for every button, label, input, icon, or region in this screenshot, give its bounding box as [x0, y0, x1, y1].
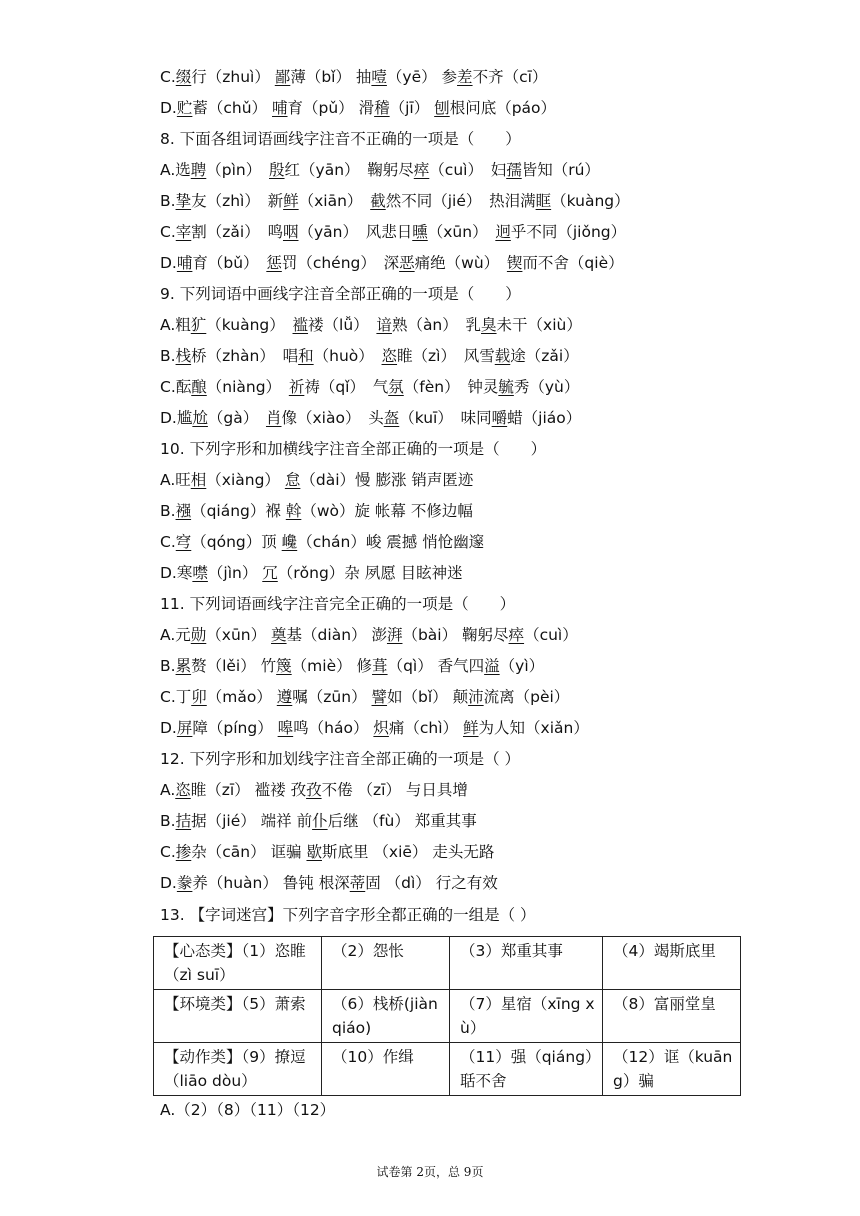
underlined-char: 孺 [506, 161, 522, 179]
underlined-char: 遵 [276, 688, 293, 706]
text-segment: （wò）旋 帐幕 不修边幅 [301, 502, 473, 520]
text-segment: A.粗 [160, 316, 191, 334]
text-segment: 桥（zhàn） 唱 [191, 347, 299, 365]
text-segment: （qiáng）褓 [191, 502, 286, 520]
text-segment: D.尴 [160, 409, 193, 427]
text-segment: A.元 [160, 626, 191, 644]
text-segment: 斯底里 （xiē） 走头无路 [321, 843, 495, 861]
text-segment: C.酝 [160, 378, 192, 396]
text-line [160, 560, 810, 586]
text-segment: （pìn） [206, 161, 270, 179]
text-segment: （gà） [207, 409, 266, 427]
text-segment: 而不舍（qiè） [522, 254, 624, 272]
text-segment: D. [160, 874, 177, 892]
text-segment: （qóng）顶 [191, 533, 282, 551]
underlined-char: 稽 [374, 99, 390, 117]
text-segment: 然不同（jié） 热泪满 [385, 192, 536, 210]
table-cell: （6）栈桥(jiàn qiáo) [322, 990, 450, 1043]
underlined-char: 截 [370, 192, 386, 210]
table-cell: 【动作类】（9）撩逗（liāo dòu） [154, 1043, 322, 1096]
text-segment: 不齐（cī） [472, 68, 548, 86]
text-segment: D. [160, 99, 177, 117]
underlined-char: 拮 [175, 812, 192, 830]
table-cell: （12）诓（kuāng）骗 [603, 1043, 741, 1096]
table-cell: 【心态类】（1）恣睢（zì suī） [154, 937, 322, 990]
text-line [160, 405, 810, 431]
text-segment: （xiàng） [206, 471, 285, 489]
underlined-char: 毓 [498, 378, 514, 396]
text-segment: （kuī） 味同 [399, 409, 492, 427]
text-segment: 痛（chì） [388, 719, 463, 737]
underlined-char: 恣 [175, 781, 191, 799]
text-segment: 杂（cān） 诓骗 [191, 843, 307, 861]
text-segment: （xūn） [206, 626, 272, 644]
underlined-char: 鲜 [283, 192, 299, 210]
underlined-char: 贮 [176, 99, 193, 117]
underlined-char: 巉 [281, 533, 298, 551]
underlined-char: 犷 [190, 316, 207, 334]
text-line [160, 777, 810, 803]
text-segment: （yān） 风悲日 [298, 223, 413, 241]
text-line [160, 343, 810, 369]
table-cell: （4）竭斯底里 [603, 937, 741, 990]
text-segment: A. [160, 781, 176, 799]
text-segment: （jī） [389, 99, 435, 117]
text-segment: （yì） [499, 657, 545, 675]
text-line [160, 746, 810, 772]
text-line [160, 715, 810, 741]
text-segment: 行（zhuì） [191, 68, 275, 86]
table-cell: （2）怨怅 [322, 937, 450, 990]
underlined-char: 穹 [175, 533, 192, 551]
underlined-char: 噤 [192, 564, 208, 582]
underlined-char: 冗 [262, 564, 278, 582]
table-row [154, 1043, 741, 1096]
underlined-char: 褴 [292, 316, 309, 334]
text-segment: （xiān） [298, 192, 371, 210]
text-line [160, 622, 810, 648]
underlined-char: 臭 [481, 316, 497, 334]
underlined-char: 譬 [371, 688, 388, 706]
text-segment: 割（zǎi） 鸣 [191, 223, 283, 241]
text-line [160, 219, 810, 245]
text-segment: （kuàng） [206, 316, 293, 334]
text-segment: D.寒 [160, 564, 193, 582]
underlined-char: 哺 [272, 99, 288, 117]
underlined-char: 缀 [175, 68, 192, 86]
text-line [160, 281, 810, 307]
text-line [160, 808, 810, 834]
underlined-char: 差 [457, 68, 473, 86]
underlined-char: 嗥 [277, 719, 294, 737]
text-line [160, 188, 810, 214]
underlined-char: 瘁 [508, 626, 525, 644]
text-segment: A.选 [160, 161, 191, 179]
table-cell: （3）郑重其事 [450, 937, 603, 990]
text-segment: C. [160, 843, 176, 861]
text-segment: B. [160, 502, 176, 520]
underlined-char: 卯 [191, 688, 207, 706]
text-segment: 熟（àn） 乳 [391, 316, 482, 334]
underlined-char: 嚼 [491, 409, 508, 427]
text-line [160, 529, 810, 555]
text-segment: 睢（zì） 风雪 [397, 347, 495, 365]
underlined-char: 溢 [484, 657, 500, 675]
text-segment: B. [160, 347, 176, 365]
underlined-char: 载 [494, 347, 511, 365]
text-line [160, 436, 810, 462]
underlined-char: 掺 [175, 843, 192, 861]
text-line [160, 498, 810, 524]
text-segment: 障（píng） [192, 719, 278, 737]
text-segment: B. [160, 812, 176, 830]
underlined-char: 肖 [265, 409, 282, 427]
text-segment: A.（2）（8）（11）（12） [160, 1101, 336, 1119]
text-segment: （fèn） 钟灵 [403, 378, 499, 396]
text-segment: 蜡（jiáo） [507, 409, 582, 427]
text-line [160, 591, 810, 617]
underlined-char: 哺 [176, 254, 193, 272]
text-segment: 罚（chéng） 深 [281, 254, 400, 272]
text-segment: 秀（yù） [513, 378, 580, 396]
underlined-char: 祈 [288, 378, 305, 396]
text-line [160, 95, 810, 121]
underlined-char: 瘁 [413, 161, 430, 179]
underlined-char: 曛 [412, 223, 428, 241]
text-segment: 皆知（rú） [521, 161, 600, 179]
text-segment: 据（jié） 端祥 前 [191, 812, 313, 830]
underlined-char: 聘 [190, 161, 207, 179]
table-cell: （8）富丽堂皇 [603, 990, 741, 1043]
underlined-char: 酿 [191, 378, 207, 396]
text-segment: B. [160, 192, 176, 210]
text-segment: （mǎo） [206, 688, 277, 706]
underlined-char: 氛 [388, 378, 404, 396]
text-segment: 像（xiào） 头 [281, 409, 384, 427]
underlined-char: 孜 [306, 781, 322, 799]
text-segment: 痛绝（wù） [414, 254, 507, 272]
underlined-char: 豢 [176, 874, 193, 892]
word-maze-table [153, 936, 741, 1096]
underlined-char: 斡 [285, 502, 302, 520]
underlined-char: 襁 [175, 502, 192, 520]
underlined-char: 仆 [312, 812, 328, 830]
underlined-char: 和 [298, 347, 314, 365]
underlined-char: 挚 [175, 192, 192, 210]
underlined-char: 惩 [266, 254, 282, 272]
text-segment: （xūn） [427, 223, 496, 241]
text-segment: 友（zhì） 新 [191, 192, 284, 210]
text-segment: 育（bǔ） [192, 254, 267, 272]
underlined-char: 眶 [535, 192, 552, 210]
text-segment: C. [160, 68, 176, 86]
text-line [160, 374, 810, 400]
text-line [160, 684, 810, 710]
text-line [160, 312, 810, 338]
underlined-char: 栈 [175, 347, 192, 365]
text-segment: 养（huàn） 鲁钝 根深 [192, 874, 350, 892]
text-segment: 赘（lěi） 竹 [191, 657, 277, 675]
table-row [154, 937, 741, 990]
text-segment: 流离（pèi） [483, 688, 570, 706]
text-segment: （yē） 参 [386, 68, 458, 86]
text-segment: 不倦 （zī） 与日具增 [321, 781, 468, 799]
text-segment: 乎不同（jiǒng） [510, 223, 627, 241]
underlined-char: 勋 [190, 626, 207, 644]
text-segment: 鸣（háo） [293, 719, 374, 737]
underlined-char: 迥 [495, 223, 511, 241]
text-segment: 如（bǐ） 颠 [387, 688, 469, 706]
text-segment: A.旺 [160, 471, 191, 489]
underlined-char: 歇 [306, 843, 322, 861]
underlined-char: 怠 [284, 471, 301, 489]
text-segment: （cuì） 妇 [429, 161, 507, 179]
text-segment: （niàng） [206, 378, 289, 396]
page-footer: 试卷第 2页，总 9页 [376, 1165, 484, 1179]
text-segment: 固 （dì） 行之有效 [365, 874, 498, 892]
underlined-char: 相 [190, 471, 207, 489]
underlined-char: 沛 [468, 688, 484, 706]
text-segment: （bài） 鞠躬尽 [402, 626, 509, 644]
table-cell: 【环境类】（5）萧索 [154, 990, 322, 1043]
text-segment: 红（yān） 鞠躬尽 [284, 161, 414, 179]
text-segment: 为人知（xiǎn） [478, 719, 589, 737]
text-segment: B. [160, 657, 176, 675]
underlined-char: 殷 [269, 161, 285, 179]
text-line [160, 839, 810, 865]
text-line [160, 157, 810, 183]
text-segment: 褛（lǚ） [308, 316, 377, 334]
text-line [160, 250, 810, 276]
text-segment: 8. 下面各组词语画线字注音不正确的一项是（ ） [160, 130, 521, 148]
text-segment: （cuì） [524, 626, 578, 644]
text-segment: D. [160, 254, 177, 272]
underlined-char: 湃 [386, 626, 403, 644]
text-segment: 未干（xiù） [496, 316, 582, 334]
underlined-char: 炽 [373, 719, 389, 737]
text-segment: （miè） 修 [291, 657, 373, 675]
text-segment: 育（pǔ） 滑 [287, 99, 375, 117]
text-segment: C. [160, 533, 176, 551]
underlined-char: 葺 [372, 657, 388, 675]
text-segment: 10. 下列字形和加横线字注音全部正确的一项是（ ） [160, 440, 547, 458]
text-line [160, 126, 810, 152]
text-segment: 基（diàn） 澎 [286, 626, 387, 644]
text-segment: 睢（zī） 褴褛 孜 [190, 781, 307, 799]
text-segment: 9. 下列词语中画线字注音全部正确的一项是（ ） [160, 285, 521, 303]
text-segment: 蓄（chǔ） [192, 99, 272, 117]
text-segment: C. [160, 223, 176, 241]
underlined-char: 尬 [192, 409, 208, 427]
text-segment: 11. 下列词语画线字注音完全正确的一项是（ ） [160, 595, 516, 613]
underlined-char: 刨 [434, 99, 450, 117]
underlined-char: 锲 [506, 254, 523, 272]
underlined-char: 恣 [381, 347, 398, 365]
text-segment: 祷（qǐ） 气 [304, 378, 389, 396]
underlined-char: 累 [175, 657, 192, 675]
text-segment: （dài）慢 膨涨 销声匿迹 [300, 471, 474, 489]
underlined-char: 咽 [282, 223, 299, 241]
text-segment: （huò） [313, 347, 382, 365]
underlined-char: 奠 [271, 626, 287, 644]
underlined-char: 盔 [383, 409, 400, 427]
text-line [160, 870, 810, 896]
text-line [160, 653, 810, 679]
text-line [160, 902, 810, 928]
text-segment: 途（zǎi） [510, 347, 579, 365]
table-cell: （11）强（qiáng）聒不舍 [450, 1043, 603, 1096]
text-segment: （rǒng）杂 夙愿 目眩神迷 [277, 564, 463, 582]
text-line [160, 467, 810, 493]
table-cell: （7）星宿（xīng xù） [450, 990, 603, 1043]
text-line [160, 64, 810, 90]
underlined-char: 宰 [175, 223, 192, 241]
underlined-char: 恶 [399, 254, 415, 272]
underlined-char: 谙 [376, 316, 392, 334]
underlined-char: 鄙 [274, 68, 291, 86]
table-cell: （10）作缉 [322, 1043, 450, 1096]
underlined-char: 屏 [176, 719, 193, 737]
underlined-char: 鲜 [463, 719, 479, 737]
text-segment: 根问底（páo） [449, 99, 557, 117]
text-segment: D. [160, 719, 177, 737]
text-segment: 12. 下列字形和加划线字注音全部正确的一项是（ ） [160, 750, 521, 768]
text-segment: （kuàng） [551, 192, 630, 210]
text-segment: （jìn） [207, 564, 263, 582]
text-segment: C.丁 [160, 688, 192, 706]
text-segment: 13. 【字词迷宫】下列字音字形全都正确的一组是（ ） [160, 906, 536, 924]
table-row [154, 990, 741, 1043]
text-segment: （qì） 香气四 [387, 657, 485, 675]
underlined-char: 噎 [371, 68, 387, 86]
text-segment: 嘱（zūn） [292, 688, 372, 706]
underlined-char: 篾 [276, 657, 292, 675]
text-line [160, 1097, 810, 1123]
text-segment: 薄（bǐ） 抽 [290, 68, 372, 86]
underlined-char: 蒂 [349, 874, 366, 892]
text-segment: （chán）峻 震撼 悄怆幽邃 [297, 533, 485, 551]
text-segment: 后继 （fù） 郑重其事 [327, 812, 477, 830]
